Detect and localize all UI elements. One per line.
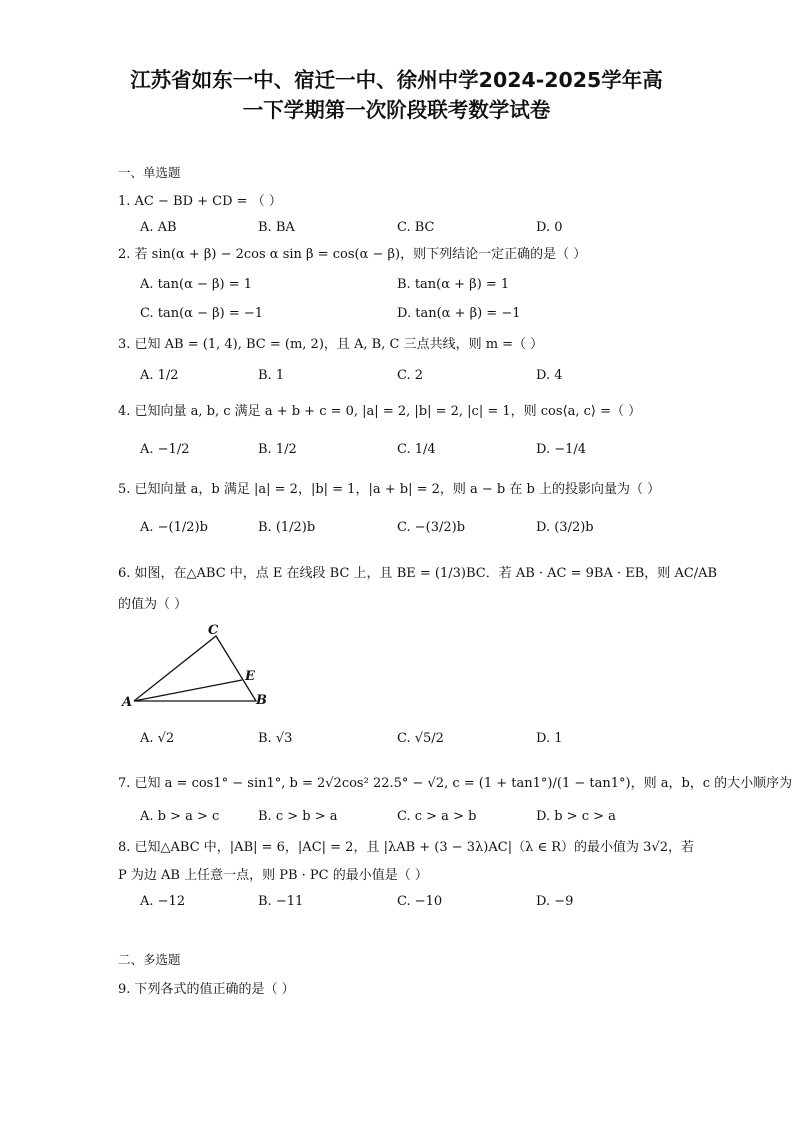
triangle-abc-figure [118,622,278,712]
question-7-option-c: C. c > a > b [397,809,477,824]
exam-title-line-1: 江苏省如东一中、宿迁一中、徐州中学2024-2025学年高 [130,68,663,92]
question-2-stem: 2. 若 sin(α + β) − 2cos α sin β = cos(α − β)，则下列结论一定正确的是（ ） [118,247,587,262]
question-6-option-b: B. √3 [258,731,293,746]
vertex-label-a: A [122,695,133,710]
question-9-stem: 9. 下列各式的值正确的是（ ） [118,982,295,997]
question-3-option-d: D. 4 [536,368,563,383]
triangle-abc-edges [134,636,256,701]
question-7-option-d: D. b > c > a [536,809,616,824]
question-3-option-c: C. 2 [397,368,424,383]
question-2-option-b: B. tan(α + β) = 1 [397,277,510,292]
vertex-label-b: B [256,693,267,708]
question-8-option-b: B. −11 [258,894,304,909]
question-4-stem: 4. 已知向量 a, b, c 满足 a + b + c = 0, |a| = 2, |b| = 2, |c| = 1，则 cos⟨a, c⟩ =（ ） [118,404,642,419]
segment-ae [134,680,242,701]
section-single-choice: 一、单选题 [118,165,181,180]
question-2-option-d: D. tan(α + β) = −1 [397,306,521,321]
question-2-option-a: A. tan(α − β) = 1 [140,277,253,292]
question-1-stem: 1. AC − BD + CD = （ ） [118,194,282,209]
question-8-stem: 8. 已知△ABC 中，|AB| = 6，|AC| = 2，且 |λAB + (3 − 3λ)AC|（λ ∈ R）的最小值为 3√2，若 [118,840,694,855]
question-5-option-b: B. (1/2)b [258,520,316,535]
question-5-stem: 5. 已知向量 a，b 满足 |a| = 2，|b| = 1，|a + b| = 2，则 a − b 在 b 上的投影向量为（ ） [118,482,661,497]
question-1-option-b: B. BA [258,220,295,235]
question-3-option-a: A. 1/2 [140,368,179,383]
question-1-option-a: A. AB [140,220,177,235]
section-multiple-choice: 二、多选题 [118,952,181,967]
question-2-option-c: C. tan(α − β) = −1 [140,306,264,321]
vertex-label-c: C [208,623,219,638]
exam-title-line-2: 一下学期第一次阶段联考数学试卷 [242,98,551,122]
question-6-option-d: D. 1 [536,731,563,746]
question-4-option-d: D. −1/4 [536,442,587,457]
question-8-option-c: C. −10 [397,894,443,909]
question-1-option-d: D. 0 [536,220,563,235]
question-6-stem-continued: 的值为（ ） [118,597,188,612]
question-7-option-b: B. c > b > a [258,809,338,824]
question-4-option-c: C. 1/4 [397,442,436,457]
question-4-option-b: B. 1/2 [258,442,297,457]
question-6-stem: 6. 如图，在△ABC 中，点 E 在线段 BC 上，且 BE = (1/3)BC．若 AB · AC = 9BA · EB，则 AC/AB [118,566,718,581]
question-1-option-c: C. BC [397,220,435,235]
question-8-option-a: A. −12 [140,894,186,909]
question-3-stem: 3. 已知 AB = (1, 4), BC = (m, 2)，且 A, B, C 三点共线，则 m =（ ） [118,337,544,352]
question-4-option-a: A. −1/2 [140,442,190,457]
question-5-option-c: C. −(3/2)b [397,520,466,535]
question-7-option-a: A. b > a > c [140,809,220,824]
point-label-e: E [245,669,255,684]
question-3-option-b: B. 1 [258,368,285,383]
question-7-stem: 7. 已知 a = cos1° − sin1°, b = 2√2cos² 22.5° − √2, c = (1 + tan1°)/(1 − tan1°)，则 a，b，c 的大小顺序为 [118,776,793,791]
question-8-option-d: D. −9 [536,894,574,909]
question-8-stem-continued: P 为边 AB 上任意一点，则 PB · PC 的最小值是（ ） [118,868,428,883]
question-6-option-a: A. √2 [140,731,175,746]
question-5-option-d: D. (3/2)b [536,520,594,535]
question-5-option-a: A. −(1/2)b [140,520,208,535]
question-6-option-c: C. √5/2 [397,731,444,746]
